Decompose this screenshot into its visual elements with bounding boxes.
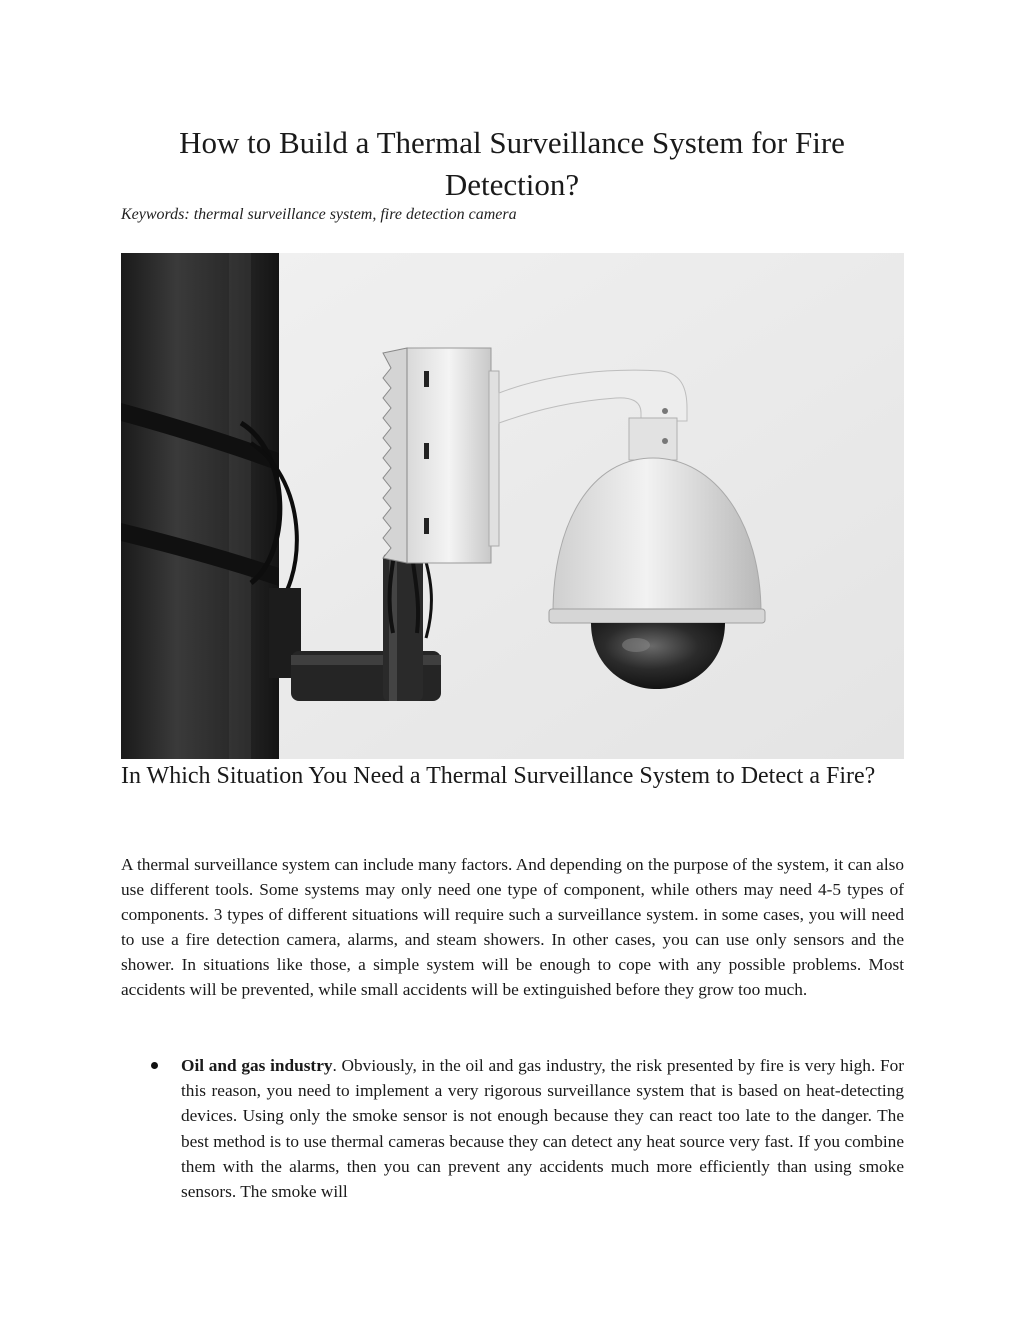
- bullet-list: [121, 1053, 904, 1204]
- bullet-text: [181, 1053, 904, 1204]
- intro-paragraph: A thermal surveillance system can include many factors. And depending on the purpose of the system, it can also use different tools. Some systems may only need one type of component, while others may need 4-5 types of components. 3 types of different situations will require such a surveillance system. in some cases, you will need to use a fire detection camera, alarms, and steam showers. In other cases, you can use only sensors and the shower. In situations like those, a simple system will be enough to cope with any possible problems. Most accidents will be prevented, while small accidents will be extinguished before they grow too much.: [121, 855, 904, 999]
- bullet-lead: Oil and gas industry: [181, 1056, 333, 1075]
- bullet-icon: [151, 1062, 158, 1069]
- keywords-line: Keywords: thermal surveillance system, fire detection camera: [121, 206, 517, 223]
- bullet-body: . Obviously, in the oil and gas industry, the risk presented by fire is very high. For this reason, you need to implement a very rigorous surveillance system that is based on heat-detecting devices. Using only the smoke sensor is not enough because they can react too late to the danger. The best method is to use thermal cameras because they can detect any heat source very fast. If you combine them with the alarms, then you can prevent any accidents much more efficiently than using smoke sensors. The smoke will: [181, 1056, 904, 1202]
- document-title: How to Build a Thermal Surveillance System for Fire Detection?: [179, 125, 845, 202]
- dome-camera-photo: [121, 253, 904, 759]
- section-heading: In Which Situation You Need a Thermal Surveillance System to Detect a Fire?: [121, 763, 876, 789]
- list-item: [121, 1053, 904, 1204]
